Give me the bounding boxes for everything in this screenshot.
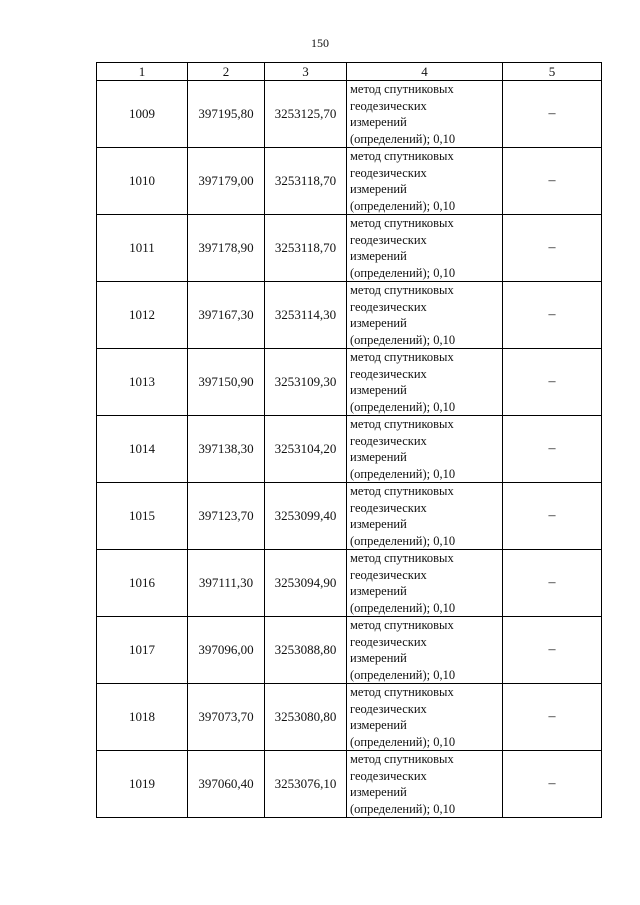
- y-coordinate-cell: 3253118,70: [265, 148, 347, 215]
- x-coordinate-cell: 397150,90: [188, 349, 265, 416]
- method-line: (определений); 0,10: [350, 667, 456, 682]
- method-cell: [347, 349, 503, 416]
- y-coordinate-cell: 3253088,80: [265, 617, 347, 684]
- method-cell: [347, 148, 503, 215]
- column-5-cell: –: [503, 751, 602, 818]
- point-number-cell: 1011: [97, 215, 188, 282]
- method-cell: [347, 215, 503, 282]
- method-line: геодезических: [350, 232, 427, 247]
- column-5-cell: –: [503, 617, 602, 684]
- y-coordinate-cell: 3253076,10: [265, 751, 347, 818]
- table-row: [97, 483, 602, 550]
- x-coordinate-cell: 397195,80: [188, 81, 265, 148]
- method-line: (определений); 0,10: [350, 801, 456, 816]
- table-row: [97, 215, 602, 282]
- column-header: 5: [503, 63, 602, 81]
- point-number-cell: 1012: [97, 282, 188, 349]
- method-cell: [347, 416, 503, 483]
- y-coordinate-cell: 3253104,20: [265, 416, 347, 483]
- method-line: (определений); 0,10: [350, 332, 456, 347]
- column-header: 3: [265, 63, 347, 81]
- page-number: 150: [311, 36, 329, 50]
- table-row: [97, 550, 602, 617]
- method-line: (определений); 0,10: [350, 533, 456, 548]
- point-number-cell: 1015: [97, 483, 188, 550]
- method-cell: [347, 684, 503, 751]
- point-number-cell: 1013: [97, 349, 188, 416]
- x-coordinate-cell: 397123,70: [188, 483, 265, 550]
- column-5-cell: –: [503, 550, 602, 617]
- table-row: [97, 349, 602, 416]
- y-coordinate-cell: 3253114,30: [265, 282, 347, 349]
- method-line: метод спутниковых: [350, 149, 454, 163]
- method-cell: [347, 483, 503, 550]
- column-5-cell: –: [503, 349, 602, 416]
- method-line: измерений: [350, 450, 407, 464]
- method-line: (определений); 0,10: [350, 466, 456, 481]
- method-line: геодезических: [350, 768, 427, 783]
- point-number-cell: 1010: [97, 148, 188, 215]
- column-header: 1: [97, 63, 188, 81]
- table-row: [97, 416, 602, 483]
- method-cell: [347, 617, 503, 684]
- point-number-cell: 1017: [97, 617, 188, 684]
- point-number-cell: 1016: [97, 550, 188, 617]
- x-coordinate-cell: 397179,00: [188, 148, 265, 215]
- x-coordinate-cell: 397167,30: [188, 282, 265, 349]
- y-coordinate-cell: 3253099,40: [265, 483, 347, 550]
- y-coordinate-cell: 3253125,70: [265, 81, 347, 148]
- method-line: измерений: [350, 115, 407, 129]
- column-5-cell: –: [503, 215, 602, 282]
- method-line: метод спутниковых: [350, 350, 454, 364]
- method-line: измерений: [350, 785, 407, 799]
- column-5-cell: –: [503, 483, 602, 550]
- table-row: [97, 684, 602, 751]
- method-line: (определений); 0,10: [350, 265, 456, 280]
- coordinates-table: [96, 62, 602, 818]
- method-line: геодезических: [350, 165, 427, 180]
- method-line: измерений: [350, 517, 407, 531]
- method-line: метод спутниковых: [350, 685, 454, 699]
- method-line: измерений: [350, 383, 407, 397]
- method-line: метод спутниковых: [350, 283, 454, 297]
- method-line: метод спутниковых: [350, 752, 454, 766]
- method-line: метод спутниковых: [350, 216, 454, 230]
- method-line: геодезических: [350, 299, 427, 314]
- table-row: [97, 148, 602, 215]
- method-cell: [347, 550, 503, 617]
- x-coordinate-cell: 397073,70: [188, 684, 265, 751]
- point-number-cell: 1018: [97, 684, 188, 751]
- table-row: [97, 81, 602, 148]
- method-line: метод спутниковых: [350, 82, 454, 96]
- y-coordinate-cell: 3253080,80: [265, 684, 347, 751]
- column-5-cell: –: [503, 81, 602, 148]
- x-coordinate-cell: 397138,30: [188, 416, 265, 483]
- column-5-cell: –: [503, 684, 602, 751]
- method-line: измерений: [350, 584, 407, 598]
- method-line: измерений: [350, 182, 407, 196]
- column-5-cell: –: [503, 282, 602, 349]
- table-row: [97, 617, 602, 684]
- method-line: метод спутниковых: [350, 551, 454, 565]
- method-line: геодезических: [350, 366, 427, 381]
- table-header-row: [97, 63, 602, 81]
- y-coordinate-cell: 3253094,90: [265, 550, 347, 617]
- method-line: измерений: [350, 718, 407, 732]
- table-row: [97, 751, 602, 818]
- x-coordinate-cell: 397096,00: [188, 617, 265, 684]
- method-line: измерений: [350, 651, 407, 665]
- method-line: измерений: [350, 249, 407, 263]
- table-row: [97, 282, 602, 349]
- method-line: геодезических: [350, 500, 427, 515]
- method-cell: [347, 282, 503, 349]
- y-coordinate-cell: 3253109,30: [265, 349, 347, 416]
- method-line: геодезических: [350, 634, 427, 649]
- x-coordinate-cell: 397111,30: [188, 550, 265, 617]
- method-line: (определений); 0,10: [350, 131, 456, 146]
- method-line: геодезических: [350, 701, 427, 716]
- method-line: геодезических: [350, 567, 427, 582]
- method-line: метод спутниковых: [350, 484, 454, 498]
- method-line: (определений); 0,10: [350, 734, 456, 749]
- method-line: метод спутниковых: [350, 618, 454, 632]
- method-line: (определений); 0,10: [350, 198, 456, 213]
- point-number-cell: 1019: [97, 751, 188, 818]
- column-header: 2: [188, 63, 265, 81]
- method-line: (определений); 0,10: [350, 399, 456, 414]
- method-line: метод спутниковых: [350, 417, 454, 431]
- column-5-cell: –: [503, 416, 602, 483]
- x-coordinate-cell: 397060,40: [188, 751, 265, 818]
- method-cell: [347, 81, 503, 148]
- x-coordinate-cell: 397178,90: [188, 215, 265, 282]
- method-line: измерений: [350, 316, 407, 330]
- method-line: (определений); 0,10: [350, 600, 456, 615]
- point-number-cell: 1014: [97, 416, 188, 483]
- method-line: геодезических: [350, 98, 427, 113]
- method-cell: [347, 751, 503, 818]
- column-header: 4: [347, 63, 503, 81]
- column-5-cell: –: [503, 148, 602, 215]
- point-number-cell: 1009: [97, 81, 188, 148]
- method-line: геодезических: [350, 433, 427, 448]
- y-coordinate-cell: 3253118,70: [265, 215, 347, 282]
